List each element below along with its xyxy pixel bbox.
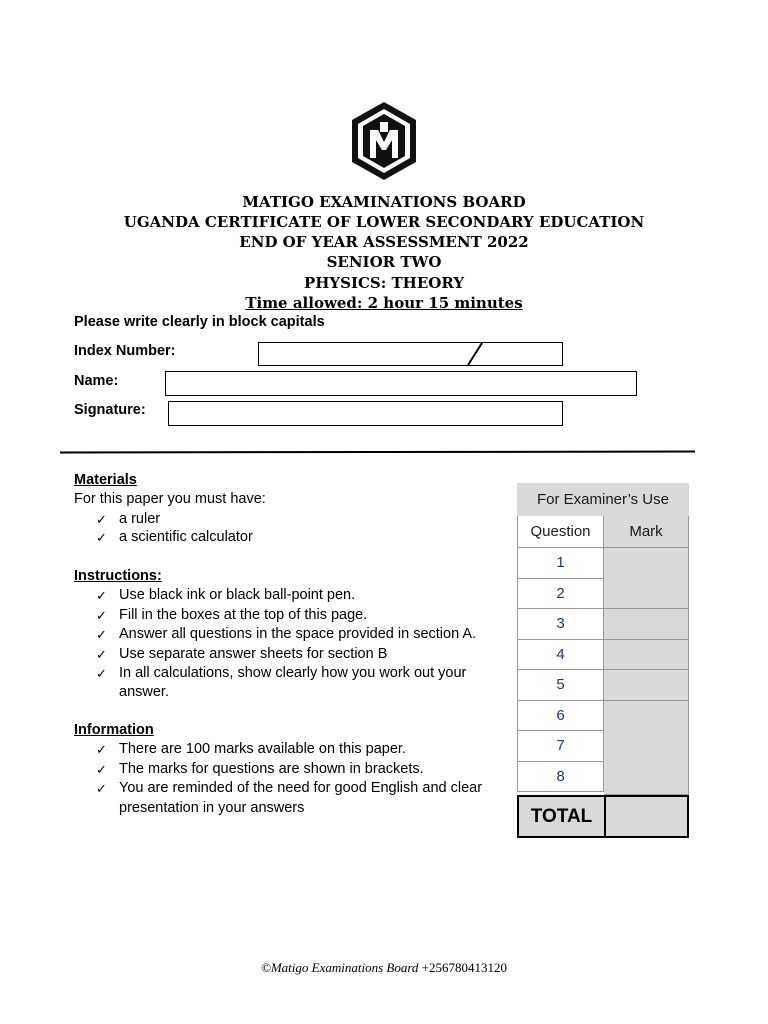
block-capitals-instruction: Please write clearly in block capitals bbox=[74, 314, 325, 330]
examiner-table-title: For Examiner’s Use bbox=[517, 483, 689, 516]
mark-cell[interactable] bbox=[604, 670, 689, 701]
subject-title: PHYSICS: THEORY bbox=[303, 274, 465, 292]
instruction-item: Use black ink or black ball-point pen. bbox=[119, 587, 356, 603]
question-number: 8 bbox=[517, 762, 604, 793]
question-number: 6 bbox=[517, 701, 604, 732]
information-item: The marks for questions are shown in brackets. bbox=[119, 761, 424, 777]
instruction-item: Answer all questions in the space provided in section A. bbox=[119, 626, 477, 642]
question-number: 2 bbox=[517, 579, 604, 610]
materials-item: a ruler bbox=[119, 511, 161, 527]
index-number-field[interactable] bbox=[258, 342, 563, 366]
footer-board: ©Matigo Examinations Board bbox=[260, 960, 419, 975]
check-icon: ✓ bbox=[96, 781, 107, 796]
footer-phone: +256780413120 bbox=[418, 960, 508, 975]
instruction-item-continued: answer. bbox=[119, 684, 169, 700]
name-label: Name: bbox=[74, 373, 119, 389]
name-field[interactable] bbox=[165, 371, 637, 396]
materials-item: a scientific calculator bbox=[119, 529, 253, 545]
information-item-continued: presentation in your answers bbox=[119, 800, 305, 816]
information-item: There are 100 marks available on this paper. bbox=[119, 741, 406, 757]
signature-label: Signature: bbox=[74, 402, 146, 418]
check-icon: ✓ bbox=[96, 627, 107, 642]
information-heading: Information bbox=[74, 722, 154, 738]
mark-cell[interactable] bbox=[604, 640, 689, 671]
mt-logo bbox=[348, 100, 420, 182]
mark-cell[interactable] bbox=[604, 548, 689, 609]
total-label: TOTAL bbox=[519, 797, 606, 836]
footer bbox=[0, 960, 768, 976]
time-allowed: Time allowed: 2 hour 15 minutes bbox=[245, 294, 523, 312]
check-icon: ✓ bbox=[96, 762, 107, 777]
materials-heading: Materials bbox=[74, 472, 137, 488]
signature-field[interactable] bbox=[168, 401, 563, 426]
certificate-title: UGANDA CERTIFICATE OF LOWER SECONDARY EDUCATION bbox=[123, 213, 645, 231]
total-row bbox=[517, 795, 689, 838]
instruction-item: Fill in the boxes at the top of this page. bbox=[119, 607, 368, 623]
check-icon: ✓ bbox=[96, 512, 107, 527]
check-icon: ✓ bbox=[96, 647, 107, 662]
assessment-title: END OF YEAR ASSESSMENT 2022 bbox=[239, 233, 529, 251]
check-icon: ✓ bbox=[96, 742, 107, 757]
question-column-header: Question bbox=[517, 516, 604, 548]
question-number: 4 bbox=[517, 640, 604, 671]
question-number: 3 bbox=[517, 609, 604, 640]
mark-column-header: Mark bbox=[604, 516, 689, 548]
instructions-heading: Instructions: bbox=[74, 568, 162, 584]
instruction-item: Use separate answer sheets for section B bbox=[119, 646, 388, 662]
instruction-item: In all calculations, show clearly how you work out your bbox=[119, 665, 467, 681]
index-separator-slash bbox=[465, 342, 485, 366]
board-title: MATIGO EXAMINATIONS BOARD bbox=[242, 193, 526, 211]
materials-intro: For this paper you must have: bbox=[74, 491, 266, 507]
check-icon: ✓ bbox=[96, 608, 107, 623]
index-number-label: Index Number: bbox=[74, 343, 176, 359]
check-icon: ✓ bbox=[96, 588, 107, 603]
check-icon: ✓ bbox=[96, 666, 107, 681]
section-divider bbox=[60, 451, 695, 454]
question-number: 7 bbox=[517, 731, 604, 762]
information-item: You are reminded of the need for good English and clear bbox=[119, 780, 483, 796]
class-title: SENIOR TWO bbox=[326, 253, 442, 271]
check-icon: ✓ bbox=[96, 530, 107, 545]
mark-cell[interactable] bbox=[604, 609, 689, 640]
total-mark-cell[interactable] bbox=[606, 797, 687, 836]
mark-cell[interactable] bbox=[604, 701, 689, 796]
question-number: 1 bbox=[517, 548, 604, 579]
question-number: 5 bbox=[517, 670, 604, 701]
